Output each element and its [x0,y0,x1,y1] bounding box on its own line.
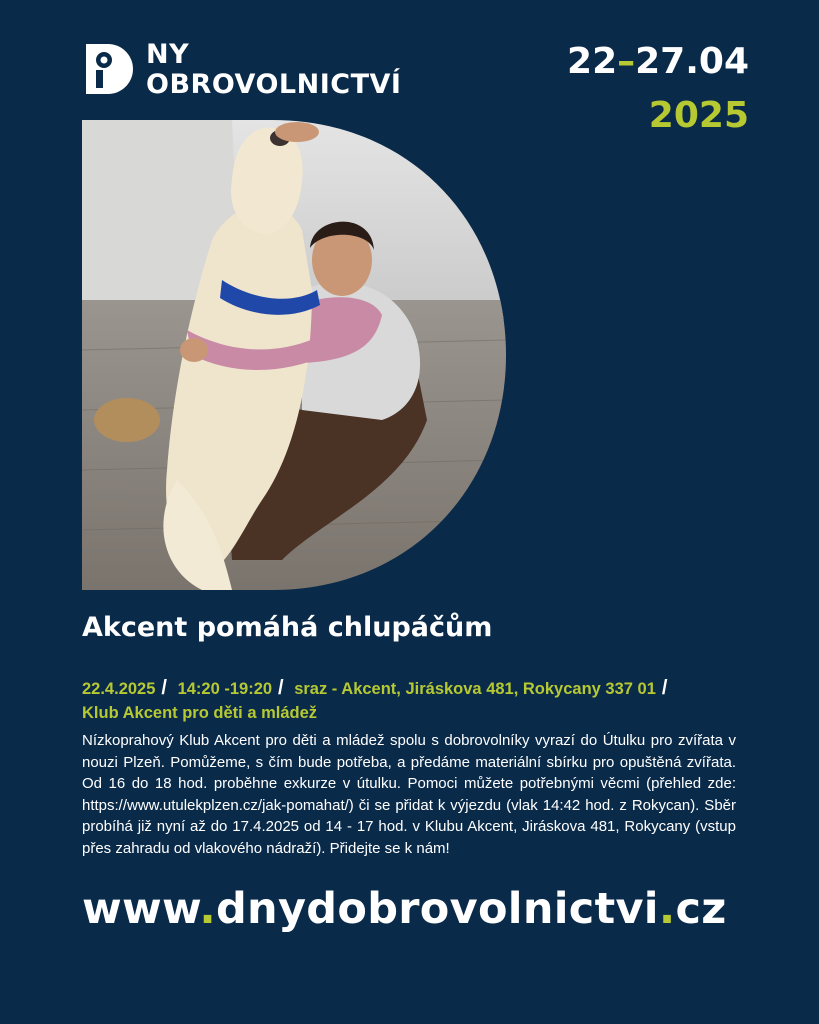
separator: / [278,677,284,699]
logo-mark-icon [82,40,140,98]
date-range [567,40,749,84]
url-part-www: www [82,884,200,934]
event-place: sraz - Akcent, Jiráskova 481, Rokycany 337 01 [294,680,656,698]
url-part-domain: dnydobrovolnictvi [215,884,659,934]
url-dot: . [199,884,216,934]
event-title: Akcent pomáhá chlupáčům [82,612,493,643]
event-organizer: Klub Akcent pro děti a mládež [82,704,318,722]
date-start: 22 [567,41,618,82]
logo-text-line1: NY [146,39,190,70]
date-year: 2025 [648,95,749,136]
separator: / [161,677,167,699]
event-description: Nízkoprahový Klub Akcent pro děti a mládež spolu s dobrovolníky vyrazí do Útulku pro zvířata v nouzi Plzeň. Pomůžeme, s čím bude potřeba, a předáme materiální sbírku pro opuštěná zvířata. Od 16 do 18 hod. proběhne exkurze v útulku. Pomoci můžete potřebnými věcmi (přehled zde: https://www.utulekplzen.cz/jak-pomahat/) či se přidat k výjezdu (vlak 14:42 hod. z Rokycan). Sběr probíhá již nyní až do 17.4.2025 od 14 - 17 hod. v Klubu Akcent, Jiráskova 481, Rokycany (vstup přes zahradu od vlakového nádraží). Přidejte se k nám! [82,732,736,857]
girl-hugging-dog-photo [82,120,506,590]
website-url[interactable] [82,884,727,934]
url-dot: . [658,884,676,934]
url-part-tld: cz [675,884,727,934]
logo [82,40,442,102]
event-date: 22.4.2025 [82,680,156,698]
logo-text-line2: OBROVOLNICTVÍ [146,69,402,100]
event-dates [567,40,749,138]
event-meta [82,676,752,725]
date-end: 27.04 [635,41,749,82]
separator: / [661,677,668,699]
date-separator: – [617,41,636,82]
event-time: 14:20 -19:20 [177,680,273,698]
